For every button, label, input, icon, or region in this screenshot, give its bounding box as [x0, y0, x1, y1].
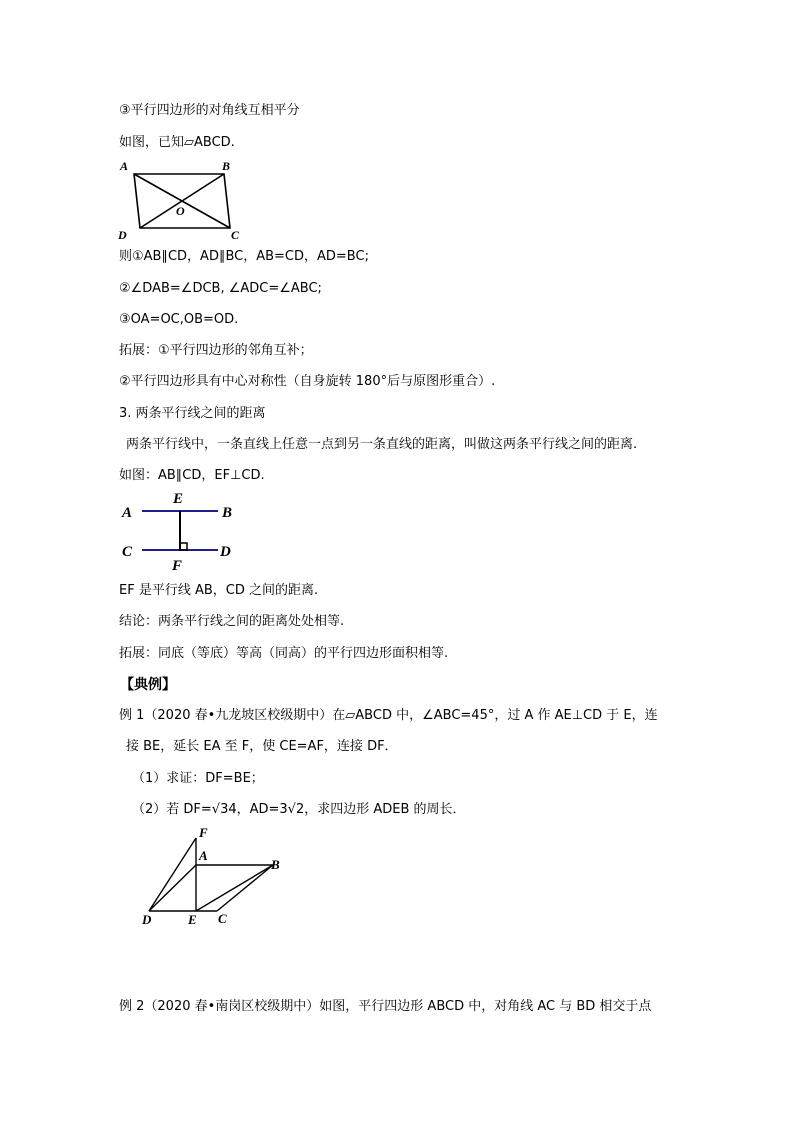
example-2-line-1: 例 2（2020 春•南岗区校级期中）如图，平行四边形 ABCD 中，对角线 AC 与 BD 相交于点 [119, 999, 652, 1014]
text-line-figure-ref: 如图：AB∥CD，EF⊥CD. [119, 468, 265, 483]
fig1-label-a: A [120, 159, 129, 173]
section-heading-distance: 3. 两条平行线之间的距离 [119, 406, 266, 421]
fig3-label-f: F [199, 825, 208, 840]
text-line-extension-1: 拓展：①平行四边形的邻角互补； [119, 343, 313, 358]
parallelogram-figure [118, 156, 248, 246]
section-heading-examples: 【典例】 [120, 677, 176, 693]
fig1-label-b: B [222, 159, 231, 173]
fig1-label-d: D [118, 228, 127, 242]
fig3-label-c: C [218, 911, 227, 926]
text-line-definition: 两条平行线中，一条直线上任意一点到另一条直线的距离，叫做这两条平行线之间的距离. [126, 437, 638, 452]
text-line-extension-area: 拓展：同底（等底）等高（同高）的平行四边形面积相等. [119, 646, 449, 661]
text-line-property-1: 则①AB∥CD，AD∥BC，AB=CD，AD=BC; [119, 249, 369, 264]
text-line-ef-distance: EF 是平行线 AB，CD 之间的距离. [119, 583, 319, 598]
example-1-question-2: （2）若 DF=√34，AD=3√2，求四边形 ADEB 的周长． [132, 802, 466, 817]
fig2-label-d: D [220, 544, 231, 560]
fig1-label-o: O [176, 204, 185, 218]
fig2-label-c: C [122, 544, 133, 560]
example-1-question-1: （1）求证：DF=BE； [132, 771, 264, 786]
fig3-label-a: A [199, 848, 208, 863]
fig3-label-e: E [188, 912, 197, 927]
fig3-label-b: B [271, 857, 280, 872]
fig3-label-d: D [142, 912, 152, 927]
parallel-lines-figure [118, 488, 248, 576]
example-1-figure [138, 826, 288, 926]
fig1-label-c: C [231, 228, 240, 242]
text-line-conclusion: 结论：两条平行线之间的距离处处相等. [119, 614, 345, 629]
example-1-line-1: 例 1（2020 春•九龙坡区校级期中）在▱ABCD 中，∠ABC=45°，过 A 作 AE⊥CD 于 E，连 [119, 708, 658, 723]
example-1-line-2: 接 BE，延长 EA 至 F，使 CE=AF，连接 DF． [126, 739, 398, 754]
text-line-property-3: ③OA=OC,OB=OD. [119, 312, 239, 327]
fig2-label-b: B [222, 505, 233, 521]
fig2-label-f: F [172, 558, 183, 574]
text-line-given: 如图，已知▱ABCD. [119, 135, 235, 150]
text-line-extension-2: ②平行四边形具有中心对称性（自身旋转 180°后与原图形重合）. [119, 374, 496, 389]
text-line-diagonals: ③平行四边形的对角线互相平分 [119, 103, 300, 118]
fig2-label-a: A [122, 505, 133, 521]
fig2-label-e: E [173, 491, 184, 507]
text-line-property-2: ②∠DAB=∠DCB, ∠ADC=∠ABC; [119, 281, 322, 296]
